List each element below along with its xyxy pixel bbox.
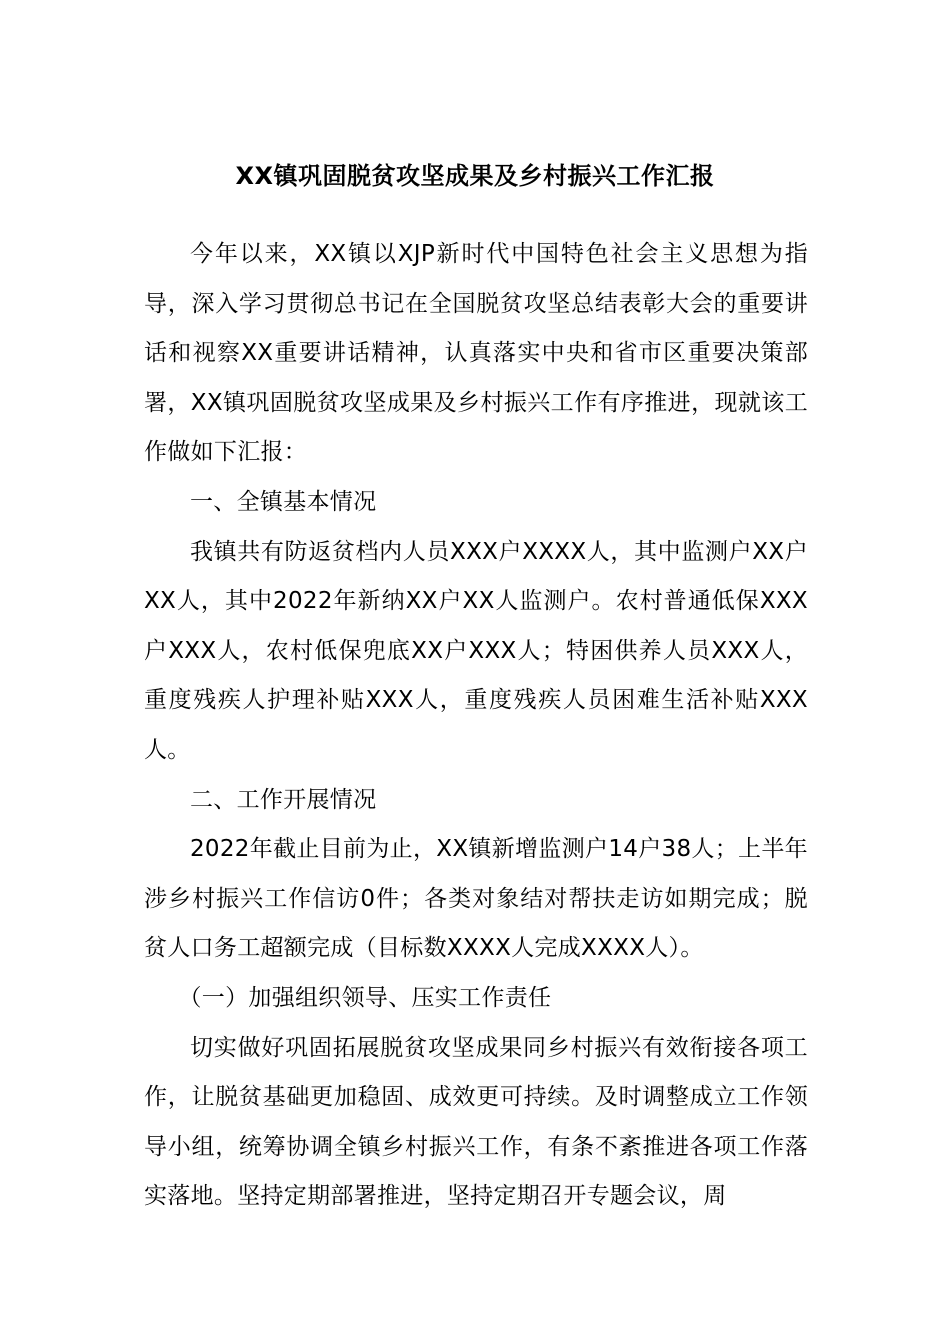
subsection-heading-organization: （一）加强组织领导、压实工作责任 <box>178 984 552 1011</box>
paragraph-work-progress: 2022年截止目前为止，XX镇新增监测户14户38人；上半年涉乡村振兴工作信访0件；各类对象结对帮扶走访如期完成；脱贫人口务工超额完成（目标数XXXX人完成XXXX人）。 <box>144 836 808 962</box>
paragraph-intro: 今年以来，XX镇以XJP新时代中国特色社会主义思想为指导，深入学习贯彻总书记在全国脱贫攻坚总结表彰大会的重要讲话和视察XX重要讲话精神，认真落实中央和省市区重要决策部署，XX镇巩固脱贫攻坚成果及乡村振兴工作有序推进，现就该工作做如下汇报： <box>144 241 808 466</box>
paragraph-basic-situation: 我镇共有防返贫档内人员XXX户XXXX人，其中监测户XX户XX人，其中2022年新纳XX户XX人监测户。农村普通低保XXX户XXX人，农村低保兜底XX户XXX人；特困供养人员XXX人，重度残疾人护理补贴XXX人，重度残疾人员困难生活补贴XXX人。 <box>144 538 808 763</box>
section-heading-work-progress: 二、工作开展情况 <box>190 786 377 813</box>
document-body <box>144 230 808 1222</box>
paragraph-organization: 切实做好巩固拓展脱贫攻坚成果同乡村振兴有效衔接各项工作，让脱贫基础更加稳固、成效更可持续。及时调整成立工作领导小组，统筹协调全镇乡村振兴工作，有条不紊推进各项工作落实落地。坚持定期部署推进，坚持定期召开专题会议，周 <box>144 1034 808 1210</box>
document-title: XX镇巩固脱贫攻坚成果及乡村振兴工作汇报 <box>235 162 715 190</box>
section-heading-basic-situation: 一、全镇基本情况 <box>190 488 377 515</box>
